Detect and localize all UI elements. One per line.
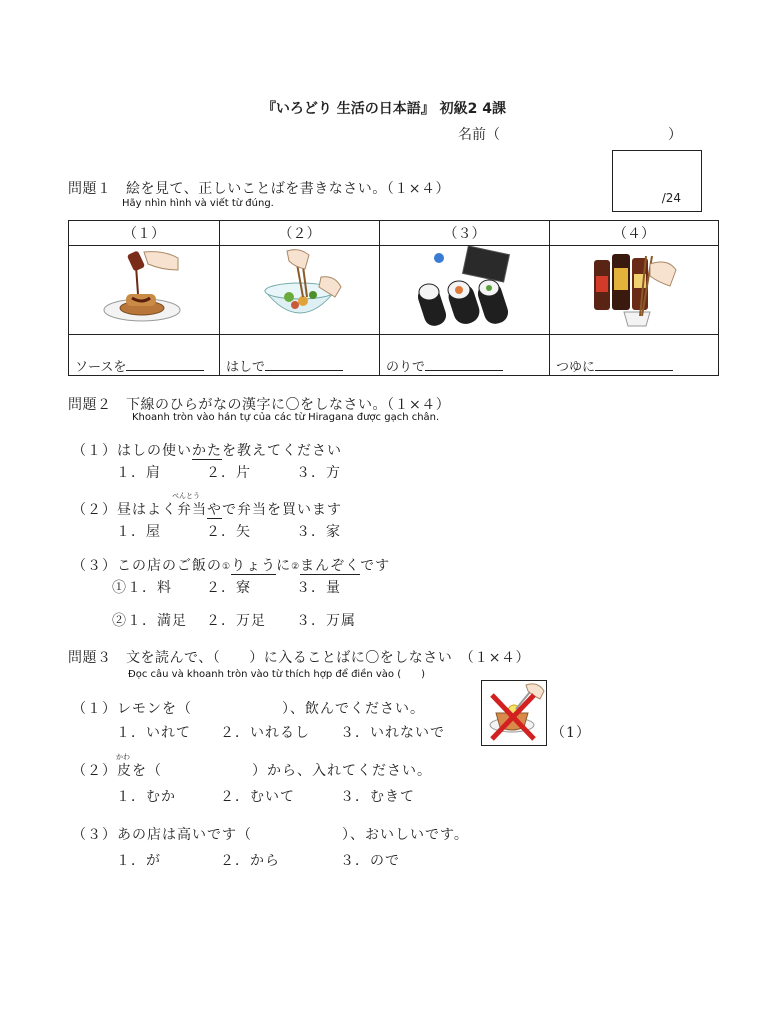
q1-answer-prompt: つゆに — [556, 360, 596, 375]
item-text: 皮を（ ）から、入れてください。 — [117, 763, 432, 779]
choice-option[interactable]: ２．万足 — [206, 613, 266, 629]
q2-note: Khoanh tròn vào hán tự của các từ Hiragana được gạch chân. — [132, 412, 440, 423]
sauce-pouring-icon — [102, 248, 186, 328]
chopsticks-salad-icon — [255, 247, 345, 329]
item-text: レモンを（ ）、飲んでください。 — [117, 701, 425, 717]
choice-option[interactable]: ①１．料 — [112, 580, 172, 596]
choice-option[interactable]: ３．家 — [296, 524, 341, 540]
underlined-word: や — [207, 502, 222, 518]
item-text: 昼はよく弁当 — [117, 502, 207, 518]
q3-item-2 — [72, 760, 432, 780]
answer-blank[interactable] — [595, 358, 673, 371]
q1-image-cell — [380, 246, 550, 335]
choice-option[interactable]: １．肩 — [116, 465, 161, 481]
q1-answer-prompt: ソースを — [75, 360, 127, 375]
item-text: に — [276, 558, 292, 574]
choice-option[interactable]: ２．寮 — [206, 580, 251, 596]
choice-option[interactable]: ②１．満足 — [112, 613, 187, 629]
underlined-word: りょう — [231, 558, 277, 574]
q1-image-cell — [69, 246, 220, 335]
q3-image-box — [481, 680, 547, 746]
choice-option[interactable]: ３．量 — [296, 580, 341, 596]
q2-item-3 — [72, 555, 390, 575]
item-number: （３） — [72, 827, 117, 843]
q1-answer-cell[interactable] — [550, 335, 719, 376]
q2-item-1 — [72, 440, 342, 460]
choice-option[interactable]: ２．いれるし — [220, 725, 310, 741]
furigana: かわ — [116, 753, 130, 761]
choice-option[interactable]: ２．から — [220, 853, 280, 869]
q1-number: （１） — [69, 221, 220, 246]
score-box — [612, 150, 702, 212]
sushi-roll-icon — [415, 246, 515, 330]
no-lemon-tea-icon — [482, 681, 546, 745]
q1-answer-cell[interactable] — [69, 335, 220, 376]
q1-number: （２） — [220, 221, 380, 246]
choice-option[interactable]: ３．万属 — [296, 613, 356, 629]
q1-answer-prompt: はしで — [226, 360, 266, 375]
q3-note: Đọc câu và khoanh tròn vào từ thích hợp để điền vào ( ) — [128, 669, 426, 680]
choice-option[interactable]: ３．むきて — [340, 789, 415, 805]
item-text: で弁当を買います — [222, 502, 342, 518]
choice-option[interactable]: ３．方 — [296, 465, 341, 481]
q1-number: （４） — [550, 221, 719, 246]
item-number: （２） — [72, 502, 117, 518]
q3-item-1 — [72, 698, 425, 718]
q1-image-cell — [220, 246, 380, 335]
choice-option[interactable]: １．いれて — [116, 725, 191, 741]
q1-answer-cell[interactable] — [380, 335, 550, 376]
q1-heading: 問題１ 絵を見て、正しいことばを書きなさい。（１×４） — [68, 181, 450, 197]
q3-image-label: （1） — [551, 725, 591, 741]
worksheet-title: 『いろどり 生活の日本語』 初級2 4課 — [261, 101, 507, 117]
circled-mark: ① — [222, 562, 232, 572]
choice-option[interactable]: ３．ので — [340, 853, 400, 869]
choice-option[interactable]: ２．矢 — [206, 524, 251, 540]
item-number: （１） — [72, 443, 117, 459]
item-text: を教えてください — [222, 443, 342, 459]
q1-image-cell — [550, 246, 719, 335]
q3-item-3 — [72, 824, 469, 844]
choice-option[interactable]: ３．いれないで — [340, 725, 445, 741]
q2-heading: 問題２ 下線のひらがなの漢字に〇をしなさい。（１×４） — [68, 397, 451, 413]
q1-number: （３） — [380, 221, 550, 246]
q1-note: Hãy nhìn hình và viết từ đúng. — [122, 198, 274, 209]
answer-blank[interactable] — [425, 358, 503, 371]
choice-option[interactable]: ２．片 — [206, 465, 251, 481]
answer-blank[interactable] — [126, 358, 204, 371]
choice-option[interactable]: １．屋 — [116, 524, 161, 540]
q1-answer-cell[interactable] — [220, 335, 380, 376]
q1-answer-prompt: のりで — [386, 360, 426, 375]
item-number: （２） — [72, 763, 117, 779]
item-text: はしの使い — [117, 443, 192, 459]
q1-picture-table — [68, 220, 719, 376]
item-text: です — [360, 558, 391, 574]
item-text: この店のご飯の — [117, 558, 222, 574]
item-number: （３） — [72, 558, 117, 574]
underlined-word: かた — [192, 443, 222, 459]
item-number: （１） — [72, 701, 117, 717]
choice-option[interactable]: ２．むいて — [220, 789, 295, 805]
item-text: あの店は高いです（ ）、おいしいです。 — [117, 827, 469, 843]
tsuyu-dipping-icon — [584, 246, 684, 330]
choice-option[interactable]: １．むか — [116, 789, 176, 805]
underlined-word: まんぞく — [300, 558, 361, 574]
answer-blank[interactable] — [265, 358, 343, 371]
furigana: べんとう — [172, 492, 200, 500]
q3-heading: 問題３ 文を読んで、（ ）に入ることばに〇をしなさい （１×４） — [68, 650, 530, 666]
choice-option[interactable]: １．が — [116, 853, 161, 869]
circled-mark: ② — [291, 562, 301, 572]
score-total: /24 — [661, 191, 681, 205]
q2-item-2 — [72, 499, 342, 519]
name-field[interactable]: 名前（ ） — [458, 127, 682, 143]
